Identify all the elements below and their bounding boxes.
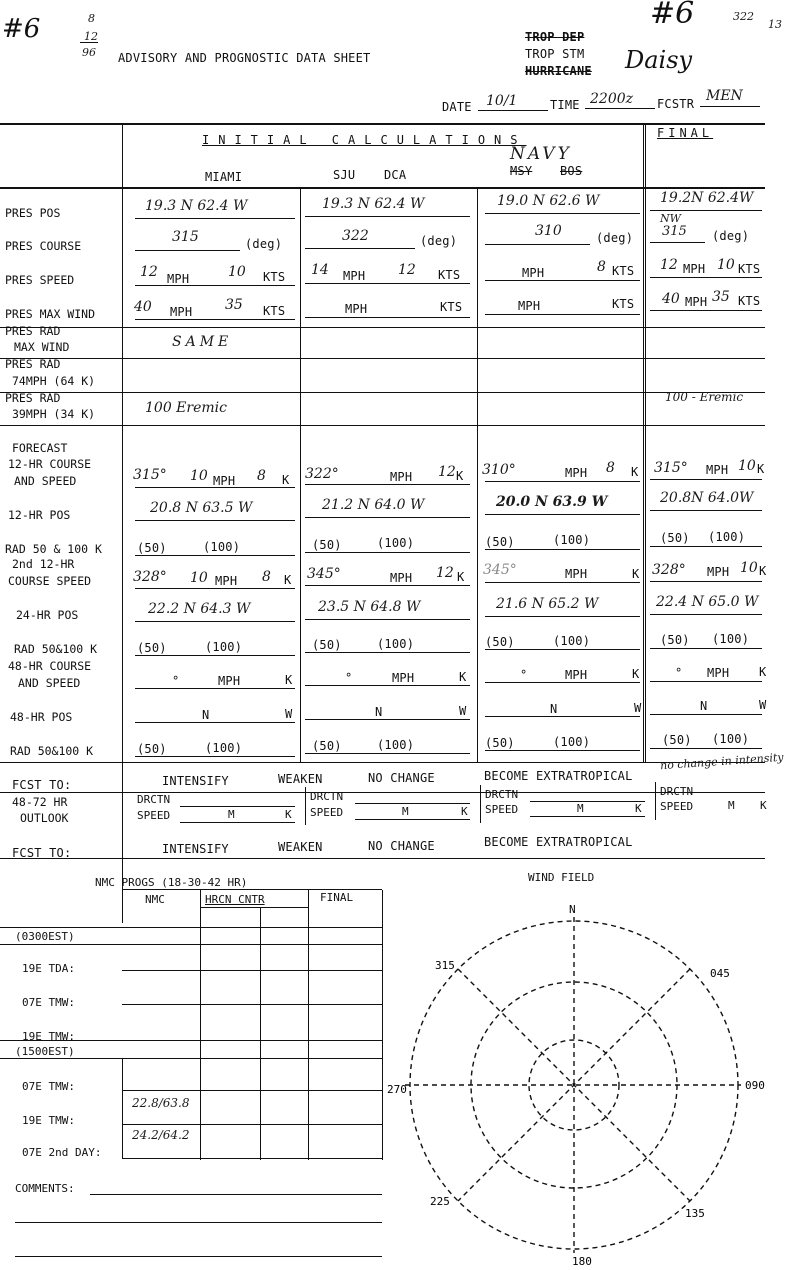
unit-k: K (631, 465, 639, 479)
unit-deg: (deg) (245, 237, 283, 251)
sheet-number-right: #6 (650, 0, 695, 31)
unit-k: K (632, 667, 640, 681)
label-pres-rad: PRES RAD (5, 357, 61, 371)
fcst12-sju: 322° (305, 466, 339, 482)
deg-mark: ° (172, 674, 180, 688)
drctn-label: DRCTN (137, 793, 171, 806)
unit-mph: MPH (390, 470, 413, 484)
c24-miami-k: 8 (262, 569, 271, 585)
fcst12-miami-k: 8 (257, 468, 266, 484)
fraction-den: 96 (82, 46, 96, 59)
pres-pos-sju: 19.3 N 62.4 W (322, 196, 425, 212)
unit-kts: KTS (438, 268, 461, 282)
label-2nd-12hr: 2nd 12-HR (12, 557, 75, 571)
fcst-to-label: FCST TO: (12, 846, 72, 860)
unit-mph: MPH (215, 574, 238, 588)
date-label: DATE (442, 100, 472, 114)
sheet-title: ADVISORY AND PROGNOSTIC DATA SHEET (118, 51, 371, 65)
nmc-row-19e-tmw: 19E TMW: (22, 1030, 75, 1043)
unit-mph: MPH (707, 565, 730, 579)
rad100: (100) (553, 533, 591, 547)
label-pres-rad: PRES RAD (5, 324, 61, 338)
rad-max-miami: SAME (172, 334, 233, 350)
pres-course-sju: 322 (342, 228, 369, 244)
rad50: (50) (662, 733, 692, 747)
unit-mph: MPH (213, 474, 236, 488)
label-39mph: 39MPH (34 K) (12, 407, 96, 421)
fcst12-final: 315° (654, 460, 688, 476)
nmc-group2: (1500EST) (15, 1045, 75, 1058)
rad-39-miami: 100 Eremic (145, 400, 227, 416)
rad100: (100) (203, 540, 241, 554)
unit-kts: KTS (440, 300, 463, 314)
initial-calc-header: INITIAL CALCULATIONS (202, 133, 527, 147)
pres-course-miami: 315 (172, 229, 199, 245)
m-label: M (228, 808, 235, 821)
unit-mph: MPH (707, 666, 730, 680)
label-270: 270 (387, 1083, 407, 1096)
pres-speed-sju-mph: 14 (311, 262, 329, 278)
unit-k: K (456, 469, 464, 483)
rad100: (100) (377, 738, 415, 752)
rad-39-final: 100 - Eremic (665, 390, 744, 404)
col-sju: SJU (333, 168, 356, 182)
pres-course-final: 315 (662, 224, 687, 239)
speed-label: SPEED (485, 803, 519, 816)
unit-deg: (deg) (596, 231, 634, 245)
unit-k: K (757, 462, 765, 476)
col-msy: MSY (510, 164, 533, 178)
label-180: 180 (572, 1255, 592, 1268)
option-extratropical: BECOME EXTRATROPICAL (484, 835, 633, 849)
pres-course-final-dir: NW (660, 212, 681, 225)
rad100: (100) (205, 640, 243, 654)
col-miami: MIAMI (205, 170, 243, 184)
final-header: FINAL (657, 126, 714, 140)
fcst12-navy: 310° (482, 462, 516, 478)
date-value: 10/1 (486, 93, 518, 109)
label-12hr-course: 12-HR COURSE (8, 457, 92, 471)
max-wind-final-kts: 35 (712, 289, 730, 305)
pos12-miami: 20.8 N 63.5 W (150, 500, 253, 516)
max-wind-miami-kts: 35 (225, 297, 243, 313)
label-n: N (569, 903, 576, 916)
wind-field-title: WIND FIELD (528, 871, 595, 884)
wind-field-diagram (385, 895, 765, 1270)
pos24-miami: 22.2 N 64.3 W (148, 601, 251, 617)
label-rad-50-100: RAD 50&100 K (14, 642, 98, 656)
pos12-navy: 20.0 N 63.9 W (496, 494, 608, 510)
label-315: 315 (435, 959, 455, 972)
unit-deg: (deg) (420, 234, 458, 248)
drctn-label: DRCTN (660, 785, 694, 798)
nmc-col-hrcn: HRCN CNTR (205, 893, 265, 906)
label-24hr-pos: 24-HR POS (16, 608, 79, 622)
option-weaken: WEAKEN (278, 772, 323, 786)
label-48hr-course: 48-HR COURSE (8, 659, 92, 673)
label-forecast: FORECAST (12, 441, 68, 455)
rad50: (50) (660, 633, 690, 647)
w-mark: W (634, 701, 642, 715)
right-note: 322 (733, 10, 754, 23)
pres-pos-final: 19.2N 62.4W (660, 190, 754, 206)
nmc-row-07e-2nd-day: 07E 2nd DAY: (22, 1146, 102, 1159)
fcst12-miami: 315° (133, 467, 167, 483)
rad100: (100) (377, 637, 415, 651)
label-pres-pos: PRES POS (5, 206, 61, 220)
unit-k: K (759, 665, 767, 679)
speed-label: SPEED (660, 800, 694, 813)
fraction-bar (80, 42, 98, 43)
nmc-col-final: FINAL (320, 891, 354, 904)
nmc-title: NMC PROGS (18-30-42 HR) (95, 876, 248, 889)
fcst-to-label: FCST TO: (12, 778, 72, 792)
pos24-final: 22.4 N 65.0 W (656, 594, 759, 610)
fraction-mid: 12 (84, 30, 98, 43)
deg-mark: ° (675, 666, 683, 680)
rad50: (50) (485, 736, 515, 750)
nmc-row-19e-tmw-2: 19E TMW: (22, 1114, 75, 1127)
k-label: K (760, 799, 767, 812)
option-weaken: WEAKEN (278, 840, 323, 854)
unit-k: K (632, 567, 640, 581)
label-outlook: OUTLOOK (20, 811, 69, 825)
rad100: (100) (712, 632, 750, 646)
label-rad-50-100: RAD 50&100 K (10, 744, 94, 758)
n-mark: N (700, 699, 708, 713)
pos12-final: 20.8N 64.0W (660, 490, 754, 506)
rad50: (50) (312, 638, 342, 652)
rad100: (100) (205, 741, 243, 755)
storm-type-hurricane: HURRICANE (525, 64, 592, 78)
nmc-row-07e-tmw-2: 07E TMW: (22, 1080, 75, 1093)
label-course-speed: COURSE SPEED (8, 574, 92, 588)
k-label: K (461, 805, 468, 818)
c24-miami-mph: 10 (190, 570, 208, 586)
pos12-sju: 21.2 N 64.0 W (322, 497, 425, 513)
unit-mph: MPH (392, 671, 415, 685)
storm-name: Daisy (625, 46, 693, 74)
option-extratropical: BECOME EXTRATROPICAL (484, 769, 633, 783)
nmc-row-07e-tmw: 07E TMW: (22, 996, 75, 1009)
fcst12-sju-k: 12 (438, 464, 456, 480)
w-mark: W (759, 698, 767, 712)
unit-k: K (284, 573, 292, 587)
label-48hr-pos: 48-HR POS (10, 710, 73, 724)
speed-label: SPEED (310, 806, 344, 819)
pres-speed-sju-kts: 12 (398, 262, 416, 278)
rad50: (50) (137, 742, 167, 756)
pres-speed-final-mph: 12 (660, 257, 678, 273)
storm-type-trop-stm: TROP STM (525, 47, 585, 61)
col-dca: DCA (384, 168, 407, 182)
label-045: 045 (710, 967, 730, 980)
unit-mph: MPH (345, 302, 368, 316)
nmc-col-nmc: NMC (145, 893, 165, 906)
pres-speed-miami-kts: 10 (228, 264, 246, 280)
pos24-sju: 23.5 N 64.8 W (318, 599, 421, 615)
rad50: (50) (485, 535, 515, 549)
label-pres-speed: PRES SPEED (5, 273, 75, 287)
outlook-handwritten: no change in intensity (659, 750, 784, 773)
nmc-group1: (0300EST) (15, 930, 75, 943)
label-max-wind: MAX WIND (14, 340, 70, 354)
deg-mark: ° (345, 671, 353, 685)
w-mark: W (285, 707, 293, 721)
unit-mph: MPH (685, 295, 708, 309)
option-intensify: INTENSIFY (162, 842, 229, 856)
unit-mph: MPH (683, 262, 706, 276)
unit-kts: KTS (738, 294, 761, 308)
unit-deg: (deg) (712, 229, 750, 243)
label-225: 225 (430, 1195, 450, 1208)
fcst12-navy-k: 8 (606, 460, 615, 476)
unit-mph: MPH (565, 668, 588, 682)
unit-kts: KTS (263, 304, 286, 318)
rad50: (50) (312, 739, 342, 753)
label-and-speed: AND SPEED (14, 474, 77, 488)
label-and-speed: AND SPEED (18, 676, 81, 690)
label-74mph: 74MPH (64 K) (12, 374, 96, 388)
unit-mph: MPH (167, 272, 190, 286)
label-48-72: 48-72 HR (12, 795, 68, 809)
fraction-num: 8 (88, 12, 95, 25)
c24-sju: 345° (307, 566, 341, 582)
col-bos: BOS (560, 164, 583, 178)
unit-mph: MPH (218, 674, 241, 688)
pres-pos-miami: 19.3 N 62.4 W (145, 198, 248, 214)
fcstr-value: MEN (706, 88, 743, 104)
fcstr-label: FCSTR (657, 97, 695, 111)
unit-mph: MPH (170, 305, 193, 319)
n-mark: N (202, 708, 210, 722)
rad50: (50) (312, 538, 342, 552)
col-navy: NAVY (510, 144, 572, 164)
rad100: (100) (553, 735, 591, 749)
speed-label: SPEED (137, 809, 171, 822)
pres-speed-miami-mph: 12 (140, 264, 158, 280)
m-label: M (728, 799, 735, 812)
c24-sju-k: 12 (436, 565, 454, 581)
rad100: (100) (712, 732, 750, 746)
drctn-label: DRCTN (310, 790, 344, 803)
unit-mph: MPH (706, 463, 729, 477)
option-no-change: NO CHANGE (368, 771, 435, 785)
nmc-hw-19e: 22.8/63.8 (132, 1096, 190, 1110)
n-mark: N (550, 702, 558, 716)
unit-mph: MPH (522, 266, 545, 280)
pres-pos-navy: 19.0 N 62.6 W (497, 193, 600, 209)
max-wind-miami-mph: 40 (134, 299, 152, 315)
unit-k: K (759, 564, 767, 578)
label-pres-course: PRES COURSE (5, 239, 82, 253)
rad50: (50) (660, 531, 690, 545)
unit-k: K (457, 570, 465, 584)
c24-miami: 328° (133, 569, 167, 585)
rad100: (100) (553, 634, 591, 648)
label-135: 135 (685, 1207, 705, 1220)
pos24-navy: 21.6 N 65.2 W (496, 596, 599, 612)
rad100: (100) (708, 530, 746, 544)
storm-type-trop-dep: TROP DEP (525, 30, 585, 44)
m-label: M (402, 805, 409, 818)
rad50: (50) (485, 635, 515, 649)
unit-k: K (282, 473, 290, 487)
unit-kts: KTS (612, 297, 635, 311)
max-wind-final-mph: 40 (662, 291, 680, 307)
c24-navy: 345° (483, 562, 517, 578)
n-mark: N (375, 705, 383, 719)
c24-final: 328° (652, 562, 686, 578)
unit-mph: MPH (518, 299, 541, 313)
option-no-change: NO CHANGE (368, 839, 435, 853)
comments-label: COMMENTS: (15, 1182, 75, 1195)
nmc-hw-2nd-day: 24.2/64.2 (132, 1128, 190, 1142)
time-value: 2200z (590, 91, 634, 107)
unit-mph: MPH (390, 571, 413, 585)
unit-kts: KTS (738, 262, 761, 276)
rad100: (100) (377, 536, 415, 550)
label-12hr-pos: 12-HR POS (8, 508, 71, 522)
label-090: 090 (745, 1079, 765, 1092)
sheet-number-left: #6 (2, 14, 41, 44)
k-label: K (285, 808, 292, 821)
drctn-label: DRCTN (485, 788, 519, 801)
k-label: K (635, 802, 642, 815)
unit-mph: MPH (565, 466, 588, 480)
deg-mark: ° (520, 668, 528, 682)
pres-speed-navy-kts: 8 (597, 259, 606, 275)
fcst12-final-k: 10 (738, 458, 756, 474)
unit-kts: KTS (612, 264, 635, 278)
m-label: M (577, 802, 584, 815)
unit-k: K (285, 673, 293, 687)
unit-k: K (459, 670, 467, 684)
unit-kts: KTS (263, 270, 286, 284)
pres-speed-final-kts: 10 (717, 257, 735, 273)
label-pres-rad: PRES RAD (5, 391, 61, 405)
time-label: TIME (550, 98, 580, 112)
nmc-row-19e-tda: 19E TDA: (22, 962, 75, 975)
unit-mph: MPH (565, 567, 588, 581)
right-note-2: 13 (768, 18, 782, 31)
fcst12-miami-mph: 10 (190, 468, 208, 484)
option-intensify: INTENSIFY (162, 774, 229, 788)
c24-final-k: 10 (740, 560, 758, 576)
pres-course-navy: 310 (535, 223, 562, 239)
rad50: (50) (137, 541, 167, 555)
w-mark: W (459, 704, 467, 718)
rad50: (50) (137, 641, 167, 655)
label-rad-50-100: RAD 50 & 100 K (5, 542, 102, 556)
label-pres-max-wind: PRES MAX WIND (5, 307, 96, 321)
unit-mph: MPH (343, 269, 366, 283)
